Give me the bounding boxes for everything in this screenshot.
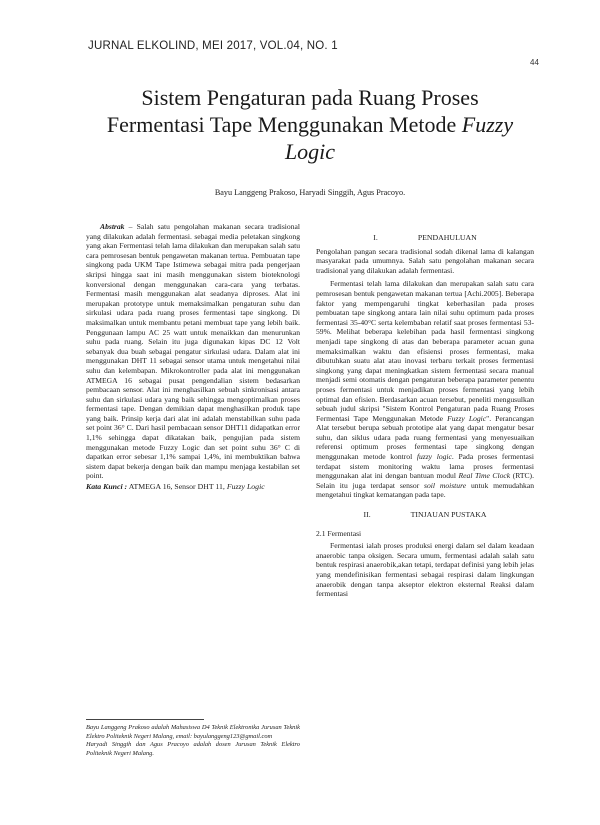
subsection-2-1-title: Fermentasi (327, 528, 362, 538)
abstract-label: Abstrak (100, 222, 125, 231)
subsection-2-1-number: 2.1 (316, 528, 326, 538)
section-1-paragraph-1: Pengolahan pangan secara tradisional sodah dikenal lama di kalangan masyarakat pada umumnya. Salah satu pengolahan makanan secara tradisional yang dilakukan adalah fermentasi. (316, 246, 534, 275)
abstract-body: – Salah satu pengolahan makanan secara tradisional yang dilakukan adalah fermentasi. sebagai media peletakan singkong yang akan Fermentasi telah lama dilakukan dan merupakan salah satu cara pemrosesan bentuk pengawetan makanan tertua. Pembuatan tape singkong pada UKM Tape Istimewa sebagai mitra pada pengerjaan skripsi hingga saat ini masih menggunakan sistem bioteknologi konversional dengan menggunakan cara-cara yang terbatas. Fermentasi masih menggunakan alat seadanya diproses. Alat ini merupakan prototype untuk memaksimalkan pengaturan suhu dan sirkulasi udara pada ruang proses fermentasi tape singkong. Di maksimalkan untuk membantu petani membuat tape yang lebih baik. Penggunaan lampu AC 25 watt untuk menaikkan dan menurunkan suhu pada ruang. Selain itu juga digunakan kipas DC 12 Volt sebanyak dua buah sebagai pengatur sirkulasi udara. Dalam alat ini menggunakan DHT 11 sebagai sensor utama untuk mengetahui nilai suhu dan kelembapan. Mikrokontroller pada alat ini menggunakan ATMEGA 16 sebagai pusat pengendalian sistem bedasarkan pembacaan sensor. Alat ini menghasilkan sebuah sinkronisasi antara suhu dan sirkulasi udara yang baik sehingga mengoptimalkan proses fermentasi tape. Dengan demikian dapat menghasilkan produk tape yang baik. Prinsip kerja dari alat ini adalah menstabilkan suhu pada set point 36° C. Dari hasil pembacaan sensor DHT11 didapatkan error 1,1% sehingga dapat dikatakan baik, pengujian pada sistem menggunakan metode Fuzzy Logic dan set point suhu 36° C di dapatkan error sebesar 1,1% sampai 1,4%, ini membuktikan bahwa sistem dapat bekerja dengan baik dan mampu menjaga kestabilan set point. (86, 222, 300, 481)
s1p2-text-c: . Pada proses fermentasi terdapat sistem monitoring waktu lama proses fermentasi menggunakan alat ini dengan bantuan modul (316, 452, 534, 481)
keywords-italic: Fuzzy Logic (226, 482, 265, 492)
section-2-paragraph-1: Fermentasi ialah proses produksi energi dalam sel dalam keadaan anaerobic tanpa oksigen. Secara umum, fermentasi adalah salah satu bentuk respirasi anaerobik,akan tetapi, terdapat definisi yang lebih jelas yang mendefinisikan fermentasi sebagai respirasi dalam lingkungan anaerobik dengan tanpa akseptor elektron eksternal Reaksi dalam fermentasi (316, 541, 534, 599)
title-line-2 (60, 111, 560, 138)
page-number: 44 (530, 58, 539, 67)
footnote (86, 724, 300, 758)
section-2-number: II. (363, 510, 371, 520)
subsection-2-1-heading (316, 529, 534, 539)
s1p2-italic-d: soil moisture (424, 480, 467, 490)
s1p2-text-b: ". Perancangan Alat tersebut berupa sebuah prototipe alat yang dapat mengatur besar suhu, dan siklus udara pada ruang fermentasi yang menyesuaikan referensi optimum proses fermentasi tape singkong dengan menggunakan metode kontrol (316, 413, 534, 462)
keywords (86, 482, 300, 492)
s1p2-italic-a: Fuzzy Logic (447, 413, 487, 423)
section-1-paragraph-2 (316, 279, 534, 500)
s1p2-text-e: untuk memudahkan mengetahui tingkat kematangan pada tape. (316, 480, 534, 500)
title-line-2-text: Fermentasi Tape Menggunakan Metode (106, 112, 457, 137)
s1p2-italic-b: fuzzy logic (416, 452, 452, 462)
keywords-label: Kata Kunci : (86, 482, 128, 492)
abstract (86, 222, 300, 481)
section-2-heading (316, 510, 534, 520)
journal-header: JURNAL ELKOLIND, MEI 2017, VOL.04, NO. 1 (88, 40, 338, 52)
title-line-2-italic: Fuzzy (461, 112, 514, 137)
section-1-number: I. (373, 233, 378, 242)
section-1-title: PENDAHULUAN (417, 233, 477, 242)
title-line-1: Sistem Pengaturan pada Ruang Proses (141, 85, 479, 110)
footnote-author-2: Haryadi Singgih dan Agus Pracoyo adalah dosen Jurusan Teknik Elektro Politeknik Negeri Malang. (86, 741, 300, 757)
authors: Bayu Langgeng Prakoso, Haryadi Singgih, Agus Pracoyo. (214, 188, 406, 197)
title-line-3: Logic (284, 139, 336, 164)
s1p2-text-a: Fermentasi telah lama dilakukan dan merupakan salah satu cara pemrosesan bentuk pengawetan makanan tertua [Achi.2005]. Beberapa faktor yang mempengaruhi tingkat keberhasilan pada proses pembuatan tape singkong antara lain nilai suhu optimum pada proses fermentasi 35-40°C serta kelembaban relatif saat proses fermentasi 53-59%. Melihat beberapa kelebihan pada hasil fermentasi singkong menjadi tape singkong di atas dan beberapa parameter acuan guna memaksimalkan waktu dan efisiensi proses fermentasi, maka dibutuhkan suatu alat atau inovasi terbaru terkait proses fermentasi singkong yang dapat meningkatkan sistem fermentasi secara manual menjadi semi otomatis dengan pengaturan beberapa parameter penentu proses fermentasi untuk menjadikan proses fermentasi yang lebih optimal dan efisien. Berdasarkan acuan tersebut, peneliti mengusulkan sebuah judul skripsi "Sistem Kontrol Pengaturan pada Ruang Proses Fermentasi Tape Menggunakan Metode (316, 279, 534, 423)
s1p2-italic-c: Real Time Clock (458, 471, 511, 481)
keywords-body: ATMEGA 16, Sensor DHT 11, (127, 482, 227, 492)
left-column (86, 222, 300, 492)
footnote-author-1: Bayu Langgeng Prakoso adalah Mahasiswa D4 Teknik Elektronika Jurusan Teknik Elektro Politeknik Negeri Malang, email: bayulanggeng123@gmail.com (86, 724, 300, 740)
s1p2-text-d: (RTC). Selain itu juga terdapat sensor (316, 471, 534, 490)
footnote-divider (86, 719, 204, 720)
section-2-title: TINJAUAN PUSTAKA (410, 510, 487, 520)
right-column (316, 233, 534, 599)
paper-title (60, 84, 560, 165)
section-1-heading (316, 233, 534, 243)
